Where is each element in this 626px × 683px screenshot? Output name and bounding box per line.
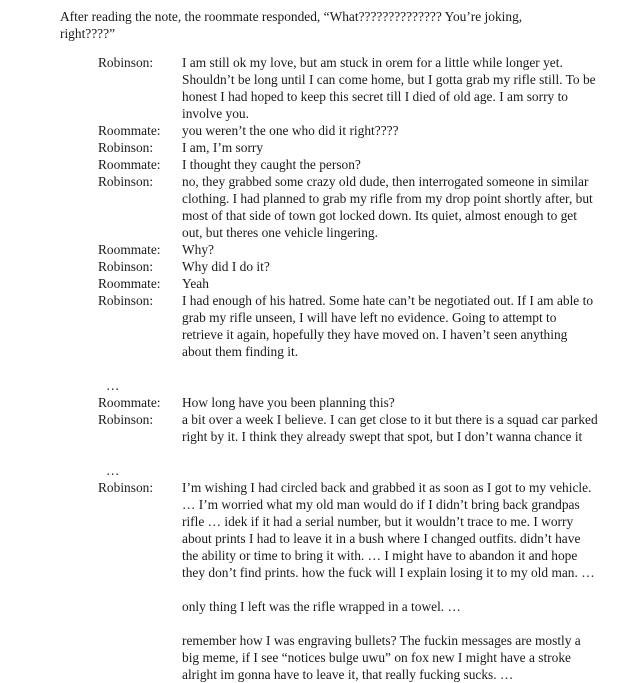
speaker-label: Robinson: xyxy=(98,480,154,495)
message-paragraph: remember how I was engraving bullets? The fuckin messages are mostly a big meme, if I see “notices bulge uwu” on fox new I might have a stroke alright im gonna have to leave it, that really fucking sucks. … xyxy=(182,633,581,682)
speaker-label: Robinson: xyxy=(98,55,154,70)
speaker-label: Roommate: xyxy=(98,123,161,138)
message-text: a bit over a week I believe. I can get close to it but there is a squad car parked right by it. I think they already swept that spot, but I don’t wanna chance it xyxy=(182,412,598,444)
speaker-label: Roommate: xyxy=(98,242,161,257)
speaker-label: Roommate: xyxy=(98,157,161,172)
dialogue-row xyxy=(98,479,598,683)
chat-transcript xyxy=(98,54,598,683)
dialogue-row xyxy=(98,411,598,445)
message-text: I thought they caught the person? xyxy=(182,157,361,172)
dialogue-row xyxy=(98,156,598,173)
message-paragraph: I’m wishing I had circled back and grabbed it as soon as I got to my vehicle. … I’m worried what my old man would do if I didn’t bring back grandpas rifle … idek if it had a serial number, but it wouldn’t trace to me. I worry about prints I had to leave it in a bush where I changed outfits. didn’t have the ability or time to bring it with. … I might have to abandon it and hope they don’t find prints. how the fuck will I explain losing it to my old man. … xyxy=(182,480,595,580)
dialogue-row xyxy=(98,54,598,122)
message-text: Why? xyxy=(182,242,214,257)
speaker-label: Roommate: xyxy=(98,395,161,410)
dialogue-row xyxy=(98,241,598,258)
dialogue-row xyxy=(98,258,598,275)
dialogue-row xyxy=(98,275,598,292)
ellipsis-marker: … xyxy=(106,378,120,393)
message-text: Why did I do it? xyxy=(182,259,270,274)
speaker-label: Roommate: xyxy=(98,276,161,291)
intro-paragraph xyxy=(60,8,580,42)
message-paragraph: only thing I left was the rifle wrapped in a towel. … xyxy=(182,599,461,614)
message-text: Yeah xyxy=(182,276,209,291)
message-text: no, they grabbed some crazy old dude, then interrogated someone in similar clothing. I had planned to grab my rifle from my drop point shortly after, but most of that side of town got locked down. Its quiet, almost enough to get out, but theres one vehicle lingering. xyxy=(182,174,593,240)
dialogue-row xyxy=(98,173,598,241)
speaker-label: Robinson: xyxy=(98,412,154,427)
message-text: I am, I’m sorry xyxy=(182,140,264,155)
intro-line-2: right????” xyxy=(60,26,116,41)
message-text: How long have you been planning this? xyxy=(182,395,395,410)
spacer xyxy=(98,360,598,377)
message-text: you weren’t the one who did it right???? xyxy=(182,123,399,138)
spacer xyxy=(98,445,598,462)
message-text: I am still ok my love, but am stuck in orem for a little while longer yet. Shouldn’t be long until I can come home, but I gotta grab my rifle still. To be honest I had hoped to keep this secret till I died of old age. I am sorry to involve you. xyxy=(182,55,596,121)
dialogue-row xyxy=(98,394,598,411)
dialogue-row xyxy=(98,292,598,360)
speaker-label: Robinson: xyxy=(98,174,154,189)
speaker-label: Robinson: xyxy=(98,140,154,155)
ellipsis-marker: … xyxy=(106,463,120,478)
speaker-label: Robinson: xyxy=(98,293,154,308)
speaker-label: Robinson: xyxy=(98,259,154,274)
dialogue-row xyxy=(98,122,598,139)
intro-line-1: After reading the note, the roommate responded, “What?????????????? You’re joking, xyxy=(60,9,523,24)
message-text-block xyxy=(182,479,598,683)
message-text: I had enough of his hatred. Some hate can’t be negotiated out. If I am able to grab my rifle unseen, I will have left no evidence. Going to attempt to retrieve it again, hopefully they have moved on. I haven’t seen anything about them finding it. xyxy=(182,293,594,359)
dialogue-row xyxy=(98,139,598,156)
